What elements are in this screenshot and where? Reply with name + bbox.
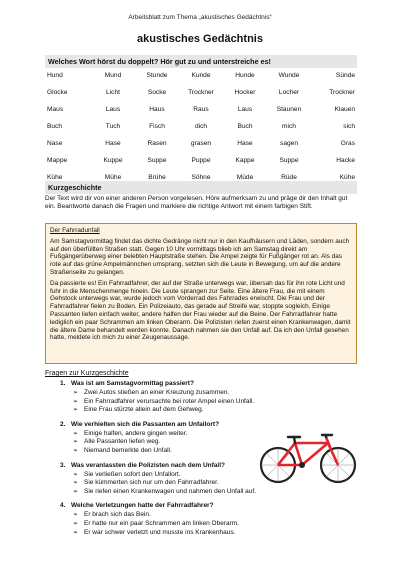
story-paragraph: Am Samstagvormittag findet das dichte Gedränge nicht nur in den Kaufhäusern und Läden, sondern auch auf den überfüllten Straßen statt. Gegen 10 Uhr vormittags blieb ich am Samstag direkt am Fußgängerüberweg einer belebten Hauptstraße stehen. Die Ampel zeigte für Fußgänger rot an. Als das rote auf das grüne Ampelmännchen umsprang, setzten sich die Leute in Bewegung, um auf die andere Straßenseite zu gelangen. [50,237,350,276]
word-cell[interactable]: Suppe [147,157,167,164]
word-cell[interactable]: Mappe [47,157,68,164]
question-number: 2. [60,420,66,428]
answer-option[interactable] [60,406,290,415]
word-cell[interactable]: Wunde [278,72,300,79]
word-cell[interactable]: Rasen [147,140,167,147]
word-row [45,152,357,169]
question-text [60,380,290,387]
arrow-bullet-icon: ➢ [73,471,79,478]
word-cell[interactable]: sagen [280,140,298,147]
worksheet-header: Arbeitsblatt zum Thema „akustisches Gedächtnis“ [128,14,272,21]
word-cell[interactable]: Müde [236,174,254,181]
word-cell[interactable]: Mühe [104,174,122,181]
answer-option[interactable] [60,389,290,398]
answer-option-label: Er brach sich das Bein. [84,511,151,519]
word-cell[interactable]: Hase [105,140,121,147]
word-section-heading: Welches Wort hörst du doppelt? Hör gut zu und unterstreiche es! [45,55,357,68]
word-cell[interactable]: sich [343,123,355,130]
word-cell[interactable]: Kühe [339,174,355,181]
word-cell[interactable]: Puppe [191,157,211,164]
answer-option-label: Sie kümmerten sich nur um den Fahrradfahrer. [84,479,219,487]
question-block [60,421,290,456]
arrow-bullet-icon: ➢ [73,447,79,454]
answer-option[interactable] [60,430,290,439]
answer-option-label: Niemand bemerkte den Unfall. [84,446,172,454]
answer-option-label: Sie riefen einen Krankenwagen und nahmen den Unfall auf. [84,487,257,495]
story-paragraph: Da passierte es! Ein Fahrradfahrer, der auf der Straße unterwegs war, übersah das für ihn rote Licht und fuhr in die Menschenmenge hinein. Die Leute sprangen zur Seite. Eine ältere Frau, die mit einem Gehstock unterwegs war, wurde jedoch vom Vorderrad des Fahrrades erwischt. Die Frau und der Fahrradfahrer fielen zu Boden. Ein Polizeiauto, das gerade auf Streife war, stoppte sogleich. Einige Passanten liefen einfach weiter, andere halfen der Frau wieder auf die Beine. Der Fahrradfahrer hatte lediglich ein paar Schrammen am linken Oberarm. Die Polizisten riefen zuerst einen Krankenwagen, damit die ältere Dame behandelt werden konnte. Danach nahmen sie den Unfall auf. Da ich den Unfall gesehen hatte, meldete ich mich zu einer Zeugenaussage. [50,279,351,342]
word-cell[interactable]: Buch [47,123,63,130]
word-cell[interactable]: Mund [104,72,122,79]
word-cell[interactable]: Kuppe [103,157,123,164]
word-cell[interactable]: Socke [147,89,167,96]
word-cell[interactable]: Suppe [279,157,299,164]
answer-option[interactable] [60,398,290,407]
arrow-bullet-icon: ➢ [73,407,79,414]
question-label: Welche Verletzungen hatte der Fahrradfahrer? [71,502,214,510]
word-cell[interactable]: Hund [47,72,63,79]
arrow-bullet-icon: ➢ [73,529,79,536]
word-cell[interactable]: Hocker [234,89,256,96]
word-row [45,135,357,152]
question-label: Was veranlassten die Polizisten nach dem Unfall? [71,461,225,469]
arrow-bullet-icon: ➢ [73,488,79,495]
arrow-bullet-icon: ➢ [73,512,79,519]
word-cell[interactable]: Rüde [281,174,297,181]
question-text [60,421,290,428]
word-cell[interactable]: Fisch [149,123,165,130]
question-text [60,502,290,509]
answer-option[interactable] [60,520,290,529]
answer-option[interactable] [60,438,290,447]
word-cell[interactable]: Buch [237,123,253,130]
arrow-bullet-icon: ➢ [73,430,79,437]
question-label: Wie verhielten sich die Passanten am Unfallort? [71,420,220,428]
answer-option-label: Ein Fahrradfahrer verursachte bei roter Ampel einen Unfall. [84,397,255,405]
word-cell[interactable]: Laus [105,106,121,113]
answer-option-label: Er war schwer verletzt und musste ins Krankenhaus. [84,528,236,536]
answer-option[interactable] [60,488,290,497]
word-cell[interactable]: Locher [278,89,300,96]
story-intro: Der Text wird dir von einer anderen Person vorgelesen. Höre aufmerksam zu und präge dir den Inhalt gut ein. Beantworte danach die Fragen und markiere die richtige Antwort mit einem farbigen Stift. [45,195,348,211]
word-row [45,118,357,135]
bicycle-illustration [258,427,358,485]
word-cell[interactable]: Hacke [336,157,355,164]
word-cell[interactable]: Trockner [329,89,355,96]
answer-option-label: Zwei Autos stießen an einer Kreuzung zusammen. [84,389,230,396]
word-cell[interactable]: Sünde [335,72,355,79]
word-cell[interactable]: Glocke [47,89,68,96]
arrow-bullet-icon: ➢ [73,398,79,405]
arrow-bullet-icon: ➢ [73,520,79,527]
question-block [60,462,290,497]
question-number: 3. [60,461,66,469]
word-cell[interactable]: Raus [193,106,209,113]
answer-option-label: Einige halfen, andere gingen weiter. [84,429,188,437]
word-cell[interactable]: Tuch [105,123,121,130]
word-cell[interactable]: Stunde [146,72,168,79]
arrow-bullet-icon: ➢ [73,480,79,487]
word-grid [45,67,357,186]
page-title: akustisches Gedächtnis [137,33,263,45]
answer-option[interactable] [60,447,290,456]
arrow-bullet-icon: ➢ [73,439,79,446]
question-block [60,380,290,415]
word-cell[interactable]: Staunen [276,106,302,113]
answer-option-label: Sie verließen sofort den Unfallort. [84,470,181,478]
word-row [45,67,357,84]
answer-option-label: Alle Passanten liefen weg. [84,438,161,446]
answer-option[interactable] [60,479,290,488]
word-cell[interactable]: Nase [47,140,63,147]
arrow-bullet-icon: ➢ [73,390,79,396]
word-cell[interactable]: Kunde [191,72,211,79]
answer-option-label: Eine Frau stürzte allein auf dem Gehweg. [84,406,204,414]
word-cell[interactable]: Kappe [235,157,255,164]
word-cell[interactable]: Licht [106,89,120,96]
word-cell[interactable]: Klauen [334,106,355,113]
question-label: Was ist am Samstagvormittag passiert? [71,380,194,387]
story-section-heading: Kurzgeschichte [45,181,357,194]
word-row [45,84,357,101]
word-cell[interactable]: Kühe [47,174,63,181]
word-cell[interactable]: Laus [237,106,253,113]
story-box [45,223,357,364]
question-number: 4. [60,502,66,510]
word-row [45,101,357,118]
word-cell[interactable]: Haus [149,106,165,113]
word-cell[interactable]: Brühe [148,174,166,181]
word-cell[interactable]: Hase [237,140,253,147]
word-cell[interactable]: Maus [47,106,64,113]
questions-list [60,380,290,543]
answer-option[interactable] [60,471,290,480]
word-cell[interactable]: dich [194,123,208,130]
questions-heading: Fragen zur Kurzgeschichte [45,370,129,377]
answer-option[interactable] [60,529,290,538]
question-block [60,502,290,537]
question-number: 1. [60,380,66,387]
word-cell[interactable]: Gras [340,140,355,147]
word-cell[interactable]: grasen [190,140,212,147]
question-text [60,462,290,469]
word-cell[interactable]: mich [282,123,296,130]
word-cell[interactable]: Trockner [188,89,214,96]
word-cell[interactable]: Hunde [235,72,255,79]
answer-option-label: Er hatte nur ein paar Schrammen am linken Oberarm. [84,519,239,527]
word-cell[interactable]: Söhne [191,174,211,181]
story-title: Der Fahrradunfall [50,227,100,234]
answer-option[interactable] [60,511,290,520]
